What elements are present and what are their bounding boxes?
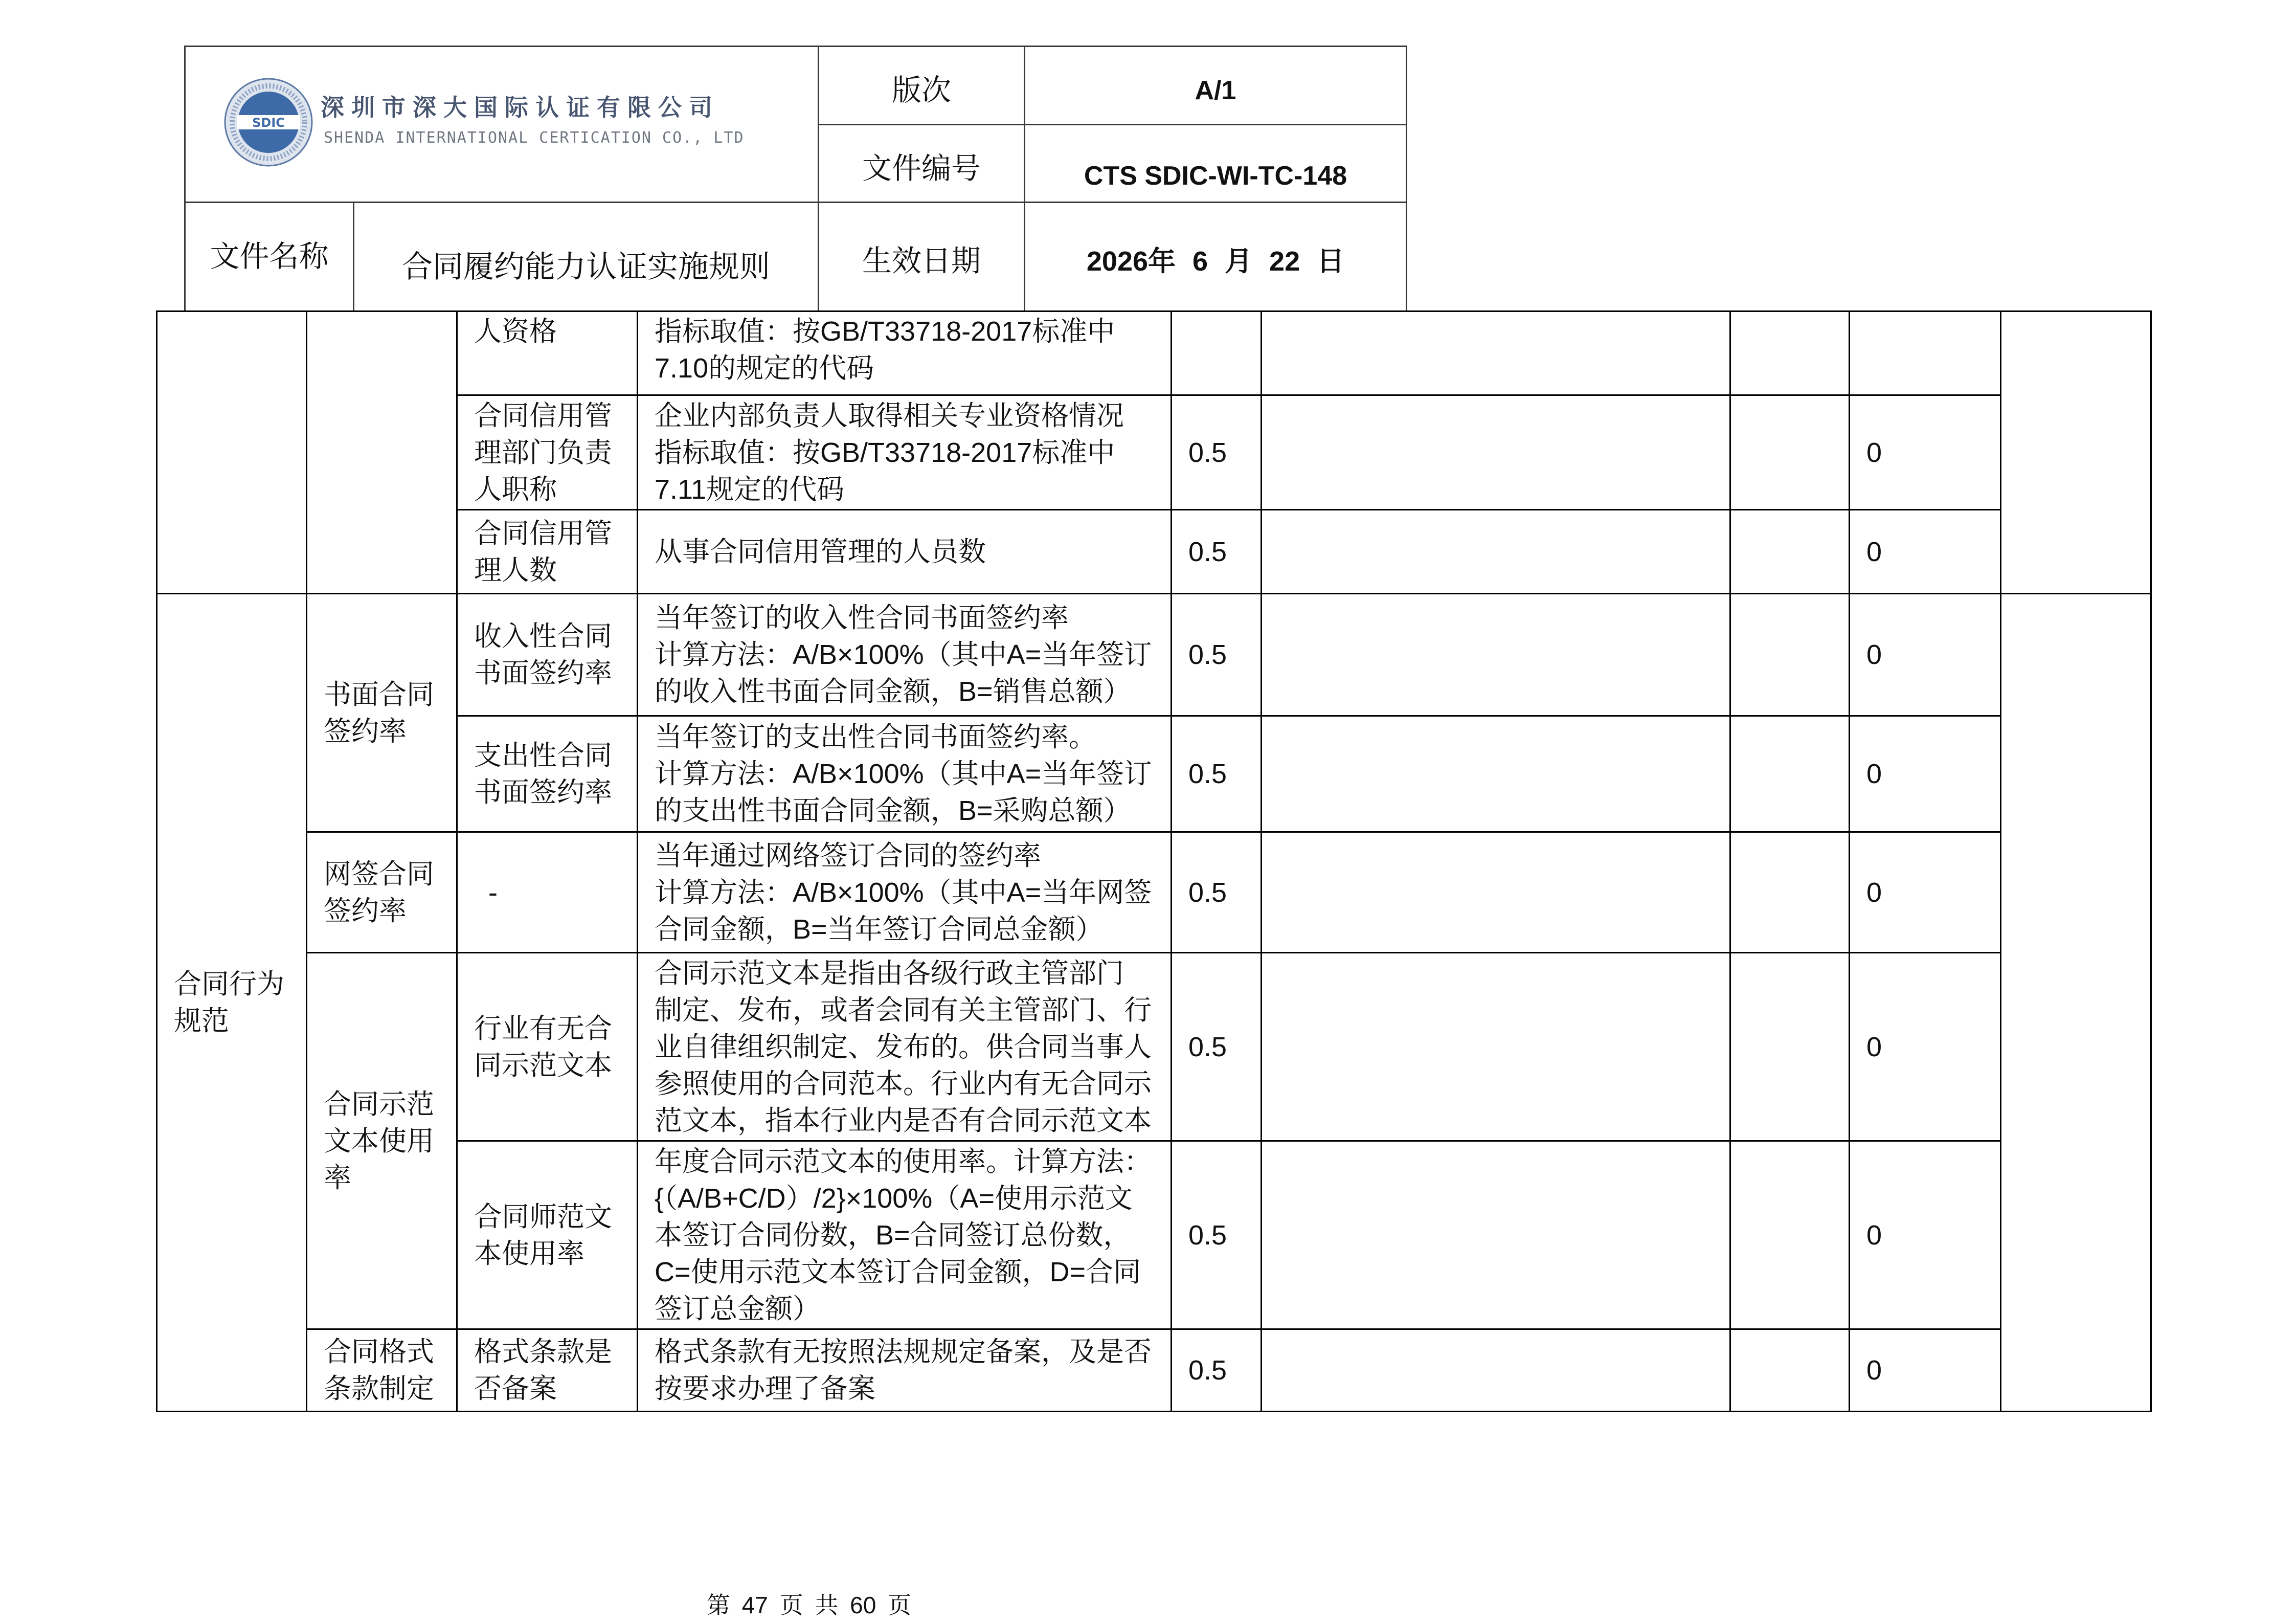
weight-cell: 0.5 [1170,831,1262,953]
score-cell: 0 [1849,509,2001,594]
blank-cell [1260,831,1731,953]
subcategory-cell: 合同示范 文本使用 率 [306,952,458,1330]
score-cell: 0 [1849,952,2001,1142]
blank-cell [1260,1140,1731,1330]
indicator-description-cell: 年度合同示范文本的使用率。计算方法： {（A/B+C/D）/2}×100%（A=使用示范文 本签订合同份数，B=合同签订总份数， C=使用示范文本签订合同金额，D=合同 签订总金额） [637,1140,1172,1330]
category-cell-blank [156,310,307,594]
blank-cell [1260,593,1731,717]
indicator-item-cell: 支出性合同 书面签约率 [456,715,638,833]
seal-lettering: SDIC [252,116,285,130]
indicator-description-cell: 格式条款有无按照法规规定备案，及是否 按要求办理了备案 [637,1328,1172,1412]
blank-cell [1260,715,1731,833]
weight-cell: 0.5 [1170,1328,1262,1412]
indicator-description-cell: 指标取值：按GB/T33718-2017标准中 7.10的规定的代码 [637,310,1172,396]
indicator-description-cell: 当年签订的收入性合同书面签约率 计算方法：A/B×100%（其中A=当年签订 的收入性书面合同金额，B=销售总额） [637,593,1172,717]
subcategory-cell: 网签合同 签约率 [306,831,458,953]
document-name-label: 文件名称 [184,202,354,312]
subcategory-cell: 合同格式 条款制定 [306,1328,458,1412]
page-number-footer: 第 47 页 共 60 页 [706,1592,912,1618]
blank-cell [1729,1328,1850,1412]
score-cell: 0 [1849,831,2001,953]
score-cell: 0 [1849,715,2001,833]
indicator-description-cell: 当年通过网络签订合同的签约率 计算方法：A/B×100%（其中A=当年网签 合同金额，B=当年签订合同总金额） [637,831,1172,953]
indicator-description-cell: 从事合同信用管理的人员数 [637,509,1172,594]
score-cell: 0 [1849,1140,2001,1330]
score-cell [1849,310,2001,396]
company-name-cn: 深圳市深大国际认证有限公司 [321,94,719,121]
blank-cell [1260,509,1731,594]
blank-cell [1260,310,1731,396]
weight-cell: 0.5 [1170,509,1262,594]
version-value: A/1 [1024,46,1407,125]
score-cell: 0 [1849,1328,2001,1412]
indicator-item-cell: 行业有无合 同示范文本 [456,952,638,1142]
score-cell: 0 [1849,394,2001,510]
document-number-value: CTS SDIC-WI-TC-148 [1024,124,1407,203]
effective-date-value: 2026年 6 月 22 日 [1024,202,1407,312]
remarks-cell-blank [2000,310,2152,594]
blank-cell [1260,394,1731,510]
indicator-item-cell: - [456,831,638,953]
weight-cell: 0.5 [1170,394,1262,510]
blank-cell [1260,952,1731,1142]
blank-cell [1729,715,1850,833]
weight-cell: 0.5 [1170,593,1262,717]
blank-cell [1729,310,1850,396]
weight-cell [1170,310,1262,396]
blank-cell [1729,952,1850,1142]
company-name-en: SHENDA INTERNATIONAL CERTICATION CO., LTD [324,129,745,147]
indicator-item-cell: 合同信用管 理部门负责 人职称 [456,394,638,510]
document-number-label: 文件编号 [818,124,1025,203]
blank-cell [1729,593,1850,717]
version-label: 版次 [818,46,1025,125]
sdic-seal-logo [223,77,313,167]
weight-cell: 0.5 [1170,715,1262,833]
indicator-description-cell: 企业内部负责人取得相关专业资格情况 指标取值：按GB/T33718-2017标准中 7.11规定的代码 [637,394,1172,510]
indicator-item-cell: 收入性合同 书面签约率 [456,593,638,717]
indicator-item-cell: 合同师范文 本使用率 [456,1140,638,1330]
subcategory-cell: 书面合同 签约率 [306,593,458,833]
indicator-description-cell: 当年签订的支出性合同书面签约率。 计算方法：A/B×100%（其中A=当年签订 的支出性书面合同金额，B=采购总额） [637,715,1172,833]
blank-cell [1729,394,1850,510]
blank-cell [1260,1328,1731,1412]
blank-cell [1729,1140,1850,1330]
blank-cell [1729,509,1850,594]
indicator-item-cell: 人资格 [456,310,638,396]
category-cell: 合同行为 规范 [156,593,307,1412]
score-cell: 0 [1849,593,2001,717]
weight-cell: 0.5 [1170,952,1262,1142]
weight-cell: 0.5 [1170,1140,1262,1330]
remarks-cell-blank [2000,593,2152,1412]
blank-cell [1729,831,1850,953]
indicator-item-cell: 格式条款是 否备案 [456,1328,638,1412]
effective-date-label: 生效日期 [818,202,1025,312]
indicator-item-cell: 合同信用管 理人数 [456,509,638,594]
subcategory-cell-blank [306,310,458,594]
document-name-value: 合同履约能力认证实施规则 [353,202,819,312]
indicator-description-cell: 合同示范文本是指由各级行政主管部门 制定、发布，或者会同有关主管部门、行 业自律组织制定、发布的。供合同当事人 参照使用的合同范本。行业内有无合同示 范文本，指本行业内是否有合同示范文本 [637,952,1172,1142]
